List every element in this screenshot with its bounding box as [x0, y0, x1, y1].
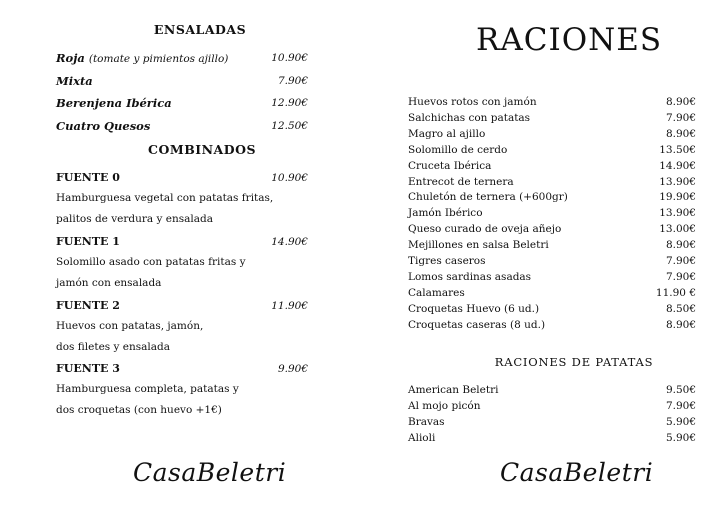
- racion-price: 13.90€: [659, 175, 696, 188]
- item-name: FUENTE 3: [56, 362, 120, 375]
- patata-price: 5.90€: [665, 431, 696, 444]
- racion-name: Queso curado de oveja añejo: [408, 223, 562, 236]
- right-page: [364, 0, 727, 516]
- racion-name: Magro al ajillo: [408, 127, 486, 140]
- item-name: Berenjena Ibérica: [56, 96, 172, 110]
- item-price: 10.90€: [271, 52, 308, 64]
- item-description: Solomillo asado con patatas fritas y: [56, 256, 246, 268]
- racion-price: 13.00€: [659, 223, 696, 236]
- racion-price: 8.50€: [665, 302, 696, 315]
- item-note: (tomate y pimientos ajillo): [88, 53, 229, 65]
- item-name: FUENTE 1: [56, 235, 120, 248]
- racion-name: Croquetas Huevo (6 ud.): [408, 302, 540, 315]
- item-description: palitos de verdura y ensalada: [56, 213, 213, 225]
- patata-name: Bravas: [408, 415, 445, 428]
- left-page: [0, 0, 363, 516]
- item-name: FUENTE 0: [56, 171, 120, 184]
- racion-price: 7.90€: [665, 270, 696, 283]
- item-price: 14.90€: [271, 236, 308, 248]
- item-description: dos croquetas (con huevo +1€): [56, 404, 222, 416]
- racion-name: Cruceta Ibérica: [408, 159, 492, 172]
- racion-price: 8.90€: [665, 96, 696, 108]
- racion-price: 7.90€: [665, 111, 696, 124]
- item-price: 7.90€: [277, 75, 308, 87]
- item-price: 10.90€: [271, 172, 308, 184]
- racion-name: Entrecot de ternera: [408, 175, 514, 188]
- racion-price: 7.90€: [665, 255, 696, 267]
- item-description: Hamburguesa vegetal con patatas fritas,: [56, 192, 274, 204]
- item-description: jamón con ensalada: [56, 277, 162, 289]
- item-name: FUENTE 2: [56, 299, 120, 312]
- patata-price: 7.90€: [665, 399, 696, 412]
- racion-price: 13.50€: [659, 143, 696, 156]
- patata-price: 9.50€: [665, 384, 696, 396]
- racion-name: Mejillones en salsa Beletri: [408, 239, 549, 252]
- racion-price: 8.90€: [665, 318, 696, 331]
- item-name: Roja: [56, 51, 85, 65]
- item-description: dos filetes y ensalada: [56, 341, 170, 353]
- item-description: Huevos con patatas, jamón,: [56, 320, 204, 332]
- item-name: Mixta: [56, 74, 93, 88]
- racion-price: 8.90€: [665, 239, 696, 252]
- racion-name: Solomillo de cerdo: [408, 143, 508, 156]
- racion-price: 8.90€: [665, 127, 696, 140]
- ensaladas-title: ENSALADAS: [153, 22, 247, 37]
- patatas-title: RACIONES DE PATATAS: [494, 355, 654, 369]
- combinados-title: COMBINADOS: [148, 142, 256, 157]
- racion-price: 19.90€: [659, 191, 696, 204]
- raciones-title: RACIONES: [476, 22, 663, 58]
- brand-logo: CasaBeletri: [500, 458, 654, 487]
- racion-name: Lomos sardinas asadas: [408, 270, 532, 283]
- racion-name: Jamón Ibérico: [408, 207, 483, 220]
- racion-name: Huevos rotos con jamón: [408, 96, 537, 108]
- brand-logo: CasaBeletri: [133, 458, 287, 487]
- racion-name: Calamares: [408, 286, 465, 299]
- item-price: 11.90€: [271, 300, 308, 312]
- patata-name: Alioli: [408, 431, 436, 444]
- patata-name: American Beletri: [408, 384, 499, 396]
- racion-name: Chuletón de ternera (+600gr): [408, 191, 568, 204]
- racion-name: Tigres caseros: [408, 255, 486, 267]
- racion-price: 14.90€: [659, 159, 696, 172]
- item-description: Hamburguesa completa, patatas y: [56, 383, 239, 395]
- item-name: Cuatro Quesos: [56, 119, 151, 133]
- racion-price: 11.90 €: [655, 286, 696, 299]
- racion-price: 13.90€: [659, 207, 696, 220]
- item-price: 9.90€: [277, 363, 308, 375]
- item-price: 12.50€: [271, 120, 308, 132]
- patata-price: 5.90€: [665, 415, 696, 428]
- racion-name: Salchichas con patatas: [408, 111, 531, 124]
- patata-name: Al mojo picón: [408, 399, 481, 412]
- racion-name: Croquetas caseras (8 ud.): [408, 318, 546, 331]
- item-price: 12.90€: [271, 97, 308, 109]
